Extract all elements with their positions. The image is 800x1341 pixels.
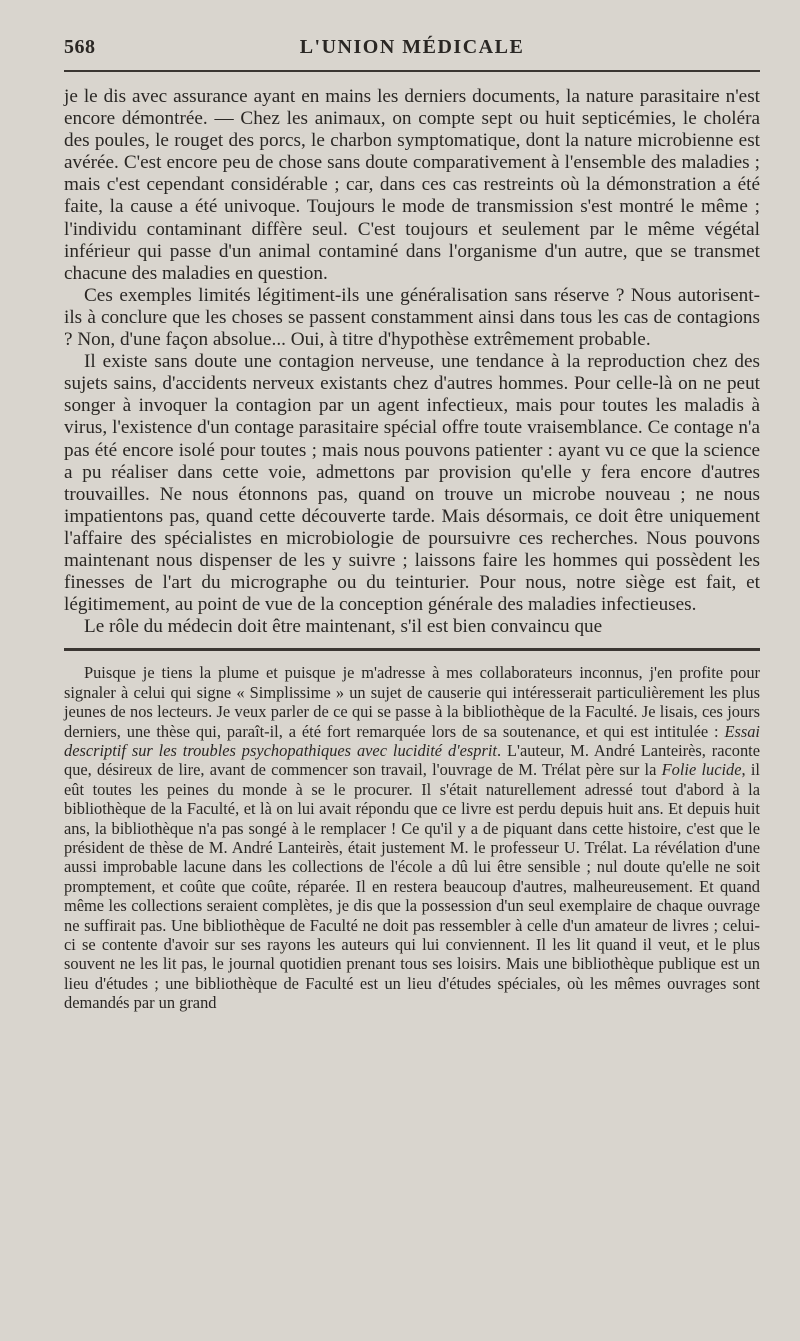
footnote: [64, 663, 760, 1012]
header-rule: [64, 70, 760, 72]
journal-title: L'UNION MÉDICALE: [299, 36, 525, 58]
footnote-part-2: . L'auteur, M. André Lanteirès, raconte que, désireux de lire, avant de commencer son travail, l'ouvrage de M. Trélat père sur la: [64, 740, 760, 780]
thesis-title: Essai descriptif sur les troubles psychopathiques avec lucidité d'esprit: [64, 721, 760, 760]
paragraph-3: Il existe sans doute une contagion nerveuse, une tendance à la reproduction chez des sujets sains, d'accidents nerveux existants chez d'autres hommes. Pour celle-là on ne peut songer à invoquer la contagion par un agent infectieux, mais pour toutes les maladis à virus, l'existence d'un contage parasitaire spécial offre toute vraisemblance. Ce contage n'a pas été encore isolé pour toutes ; mais nous pouvons patienter : ayant vu ce que la science a pu réaliser dans cette voie, admettons par provision qu'elle y fera encore d'autres trouvailles. Ne nous étonnons pas, quand on trouve un microbe nouveau ; ne nous impatientons pas, quand cette découverte tarde. Mais désormais, ce doit être uniquement l'affaire des spécialistes en microbiologie de poursuivre ces recherches. Nous pouvons maintenant nous dispenser de les y suivre ; laissons faire les hommes qui possèdent les finesses de l'art du micrographe ou du teinturier. Pour nous, notre siège est fait, et légitimement, au point de vue de la conception générale des maladies infectieuses.: [64, 351, 760, 616]
page-number: 568: [64, 36, 96, 58]
footnote-rule: [64, 648, 760, 651]
paragraph-2: Ces exemples limités légitiment-ils une généralisation sans réserve ? Nous autorisent-ils à conclure que les choses se passent constamment ainsi dans tous les cas de contagions ? Non, d'une façon absolue... Oui, à titre d'hypothèse extrêmement probable.: [64, 284, 760, 351]
book-title: Folie lucide: [661, 760, 742, 780]
footnote-part-3: , il eût toutes les peines du monde à se le procurer. Il s'était naturellement adressé tout d'abord à la bibliothèque de la Faculté, et là on lui avait répondu que ce livre est perdu depuis huit ans. Et depuis huit ans, la bibliothèque n'a pas songé à le remplacer ! Ce qu'il y a de piquant dans cette histoire, c'est que le président de thèse de M. André Lanteirès, était justement M. le professeur U. Trélat. La révélation d'une aussi improbable lacune dans les collections de l'école a dû lui être sensible ; nul doute qu'elle ne soit promptement, et coûte que coûte, réparée. Il en restera beaucoup d'autres, malheureusement. Et quand même les collections seraient complètes, je dis que la possession d'un seul exemplaire de chaque ouvrage ne suffirait pas. Une bibliothèque de Faculté ne doit pas ressembler à celle d'un amateur de livres ; celui-ci se contente d'avoir sur ses rayons les auteurs qui lui conviennent. Il les lit quand il veut, et le plus souvent ne les lit pas, le journal quotidien prenant tous ses loisirs. Mais une bibliothèque publique est un lieu d'études ; une bibliothèque de Faculté est un lieu d'études spéciales, où les mêmes ouvrages sont demandés par un grand: [64, 760, 760, 1013]
footnote-part-1: Puisque je tiens la plume et puisque je m'adresse à mes collaborateurs inconnus, j'en profite pour signaler à celui qui signe « Simplissime » un sujet de causerie qui intéresserait particulièrement les plus jeunes de nos lecteurs. Je veux parler de ce qui se passe à la bibliothèque de la Faculté. Je lisais, ces jours derniers, une thèse qui, paraît-il, a été fort remarquée lors de sa soutenance, et qui est intitulée :: [64, 663, 760, 741]
paragraph-4: Le rôle du médecin doit être maintenant, s'il est bien convaincu que: [84, 616, 603, 638]
paragraph-1: je le dis avec assurance ayant en mains les derniers documents, la nature parasitaire n'est encore démontrée. — Chez les animaux, on compte sept ou huit septicémies, le choléra des poules, le rouget des porcs, le charbon symptomatique, dont la nature microbienne est avérée. C'est encore peu de chose sans doute comparativement à l'ensemble des maladies ; mais c'est cependant considérable ; car, dans ces cas restreints où la démonstration a été faite, la cause a été univoque. Toujours le mode de transmission s'est montré le même ; l'individu contaminant diffère seul. C'est toujours et seulement par le même végétal inférieur qui passe d'un animal contaminé dans l'organisme d'un autre, que se transmet chacune des maladies en question.: [64, 86, 760, 284]
running-head: [64, 28, 760, 62]
main-text: [64, 86, 760, 638]
